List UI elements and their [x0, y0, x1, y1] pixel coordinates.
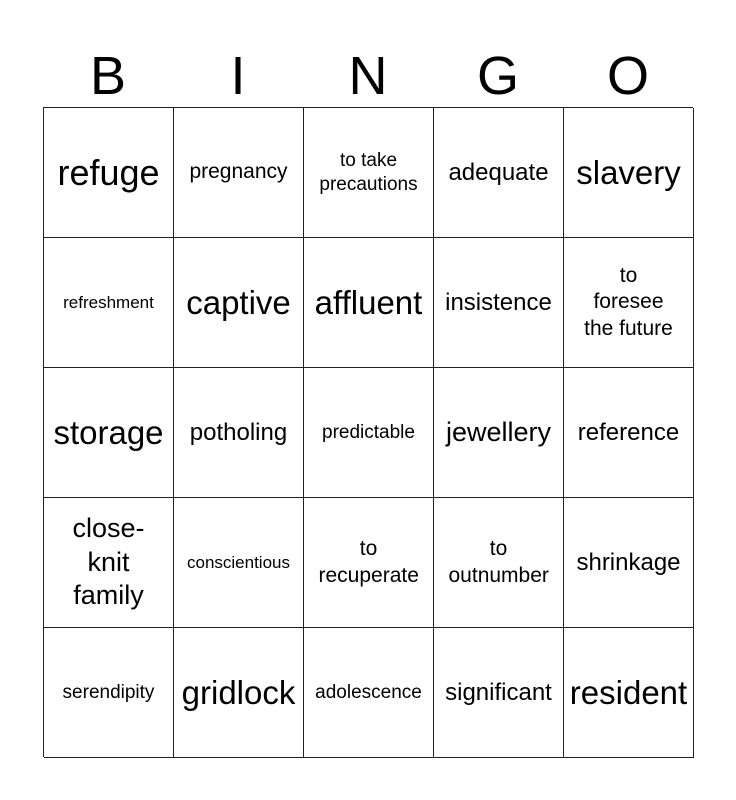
- cell-text: serendipity: [62, 681, 155, 703]
- cell-text: insistence: [445, 288, 552, 316]
- cell-text: jewellery: [445, 416, 552, 447]
- cell-text: significant: [445, 678, 552, 706]
- bingo-cell: [304, 368, 434, 498]
- cell-text: affluent: [314, 283, 423, 321]
- bingo-header: [43, 44, 693, 108]
- cell-text: close-knit family: [72, 512, 145, 611]
- bingo-cell: [44, 628, 174, 758]
- bingo-cell: [44, 108, 174, 238]
- cell-text: resident: [569, 673, 688, 711]
- cell-text: potholing: [189, 418, 288, 446]
- header-letter-o: O: [606, 46, 649, 106]
- bingo-grid: [43, 107, 693, 757]
- bingo-cell: [434, 108, 564, 238]
- cell-text: captive: [186, 283, 291, 321]
- cell-text: shrinkage: [576, 548, 681, 576]
- bingo-cell: [174, 238, 304, 368]
- cell-text: conscientious: [186, 552, 290, 572]
- bingo-cell: [564, 108, 694, 238]
- bingo-cell: [44, 238, 174, 368]
- cell-text: pregnancy: [189, 160, 288, 184]
- cell-text: reference: [577, 418, 680, 446]
- bingo-cell: [174, 628, 304, 758]
- bingo-cell: [434, 498, 564, 628]
- header-letter-b: B: [89, 46, 127, 106]
- cell-text: slavery: [576, 153, 681, 191]
- cell-text: to take precautions: [319, 149, 418, 195]
- bingo-cell: [304, 628, 434, 758]
- bingo-cell: [304, 238, 434, 368]
- cell-text: to outnumber: [448, 537, 549, 587]
- bingo-cell: [564, 498, 694, 628]
- cell-text: predictable: [322, 421, 415, 443]
- bingo-cell: [304, 498, 434, 628]
- bingo-cell: [564, 368, 694, 498]
- header-letter-i: I: [230, 46, 246, 106]
- cell-text: adolescence: [315, 681, 422, 703]
- bingo-cell: [564, 238, 694, 368]
- bingo-cell: [44, 368, 174, 498]
- bingo-cell: [44, 498, 174, 628]
- header-letter-g: G: [476, 46, 519, 106]
- bingo-cell: [174, 368, 304, 498]
- cell-text: to foresee the future: [584, 264, 673, 340]
- cell-text: to recuperate: [318, 537, 419, 587]
- bingo-cell: [174, 498, 304, 628]
- bingo-cell: [434, 628, 564, 758]
- cell-text: refreshment: [63, 292, 154, 312]
- bingo-cell: [174, 108, 304, 238]
- cell-text: storage: [53, 413, 164, 451]
- bingo-cell: [304, 108, 434, 238]
- cell-text: adequate: [448, 158, 549, 186]
- header-letter-n: N: [348, 46, 388, 106]
- bingo-cell: [434, 238, 564, 368]
- cell-text: refuge: [57, 152, 160, 193]
- bingo-cell: [434, 368, 564, 498]
- cell-text: gridlock: [181, 673, 296, 711]
- bingo-cell: [564, 628, 694, 758]
